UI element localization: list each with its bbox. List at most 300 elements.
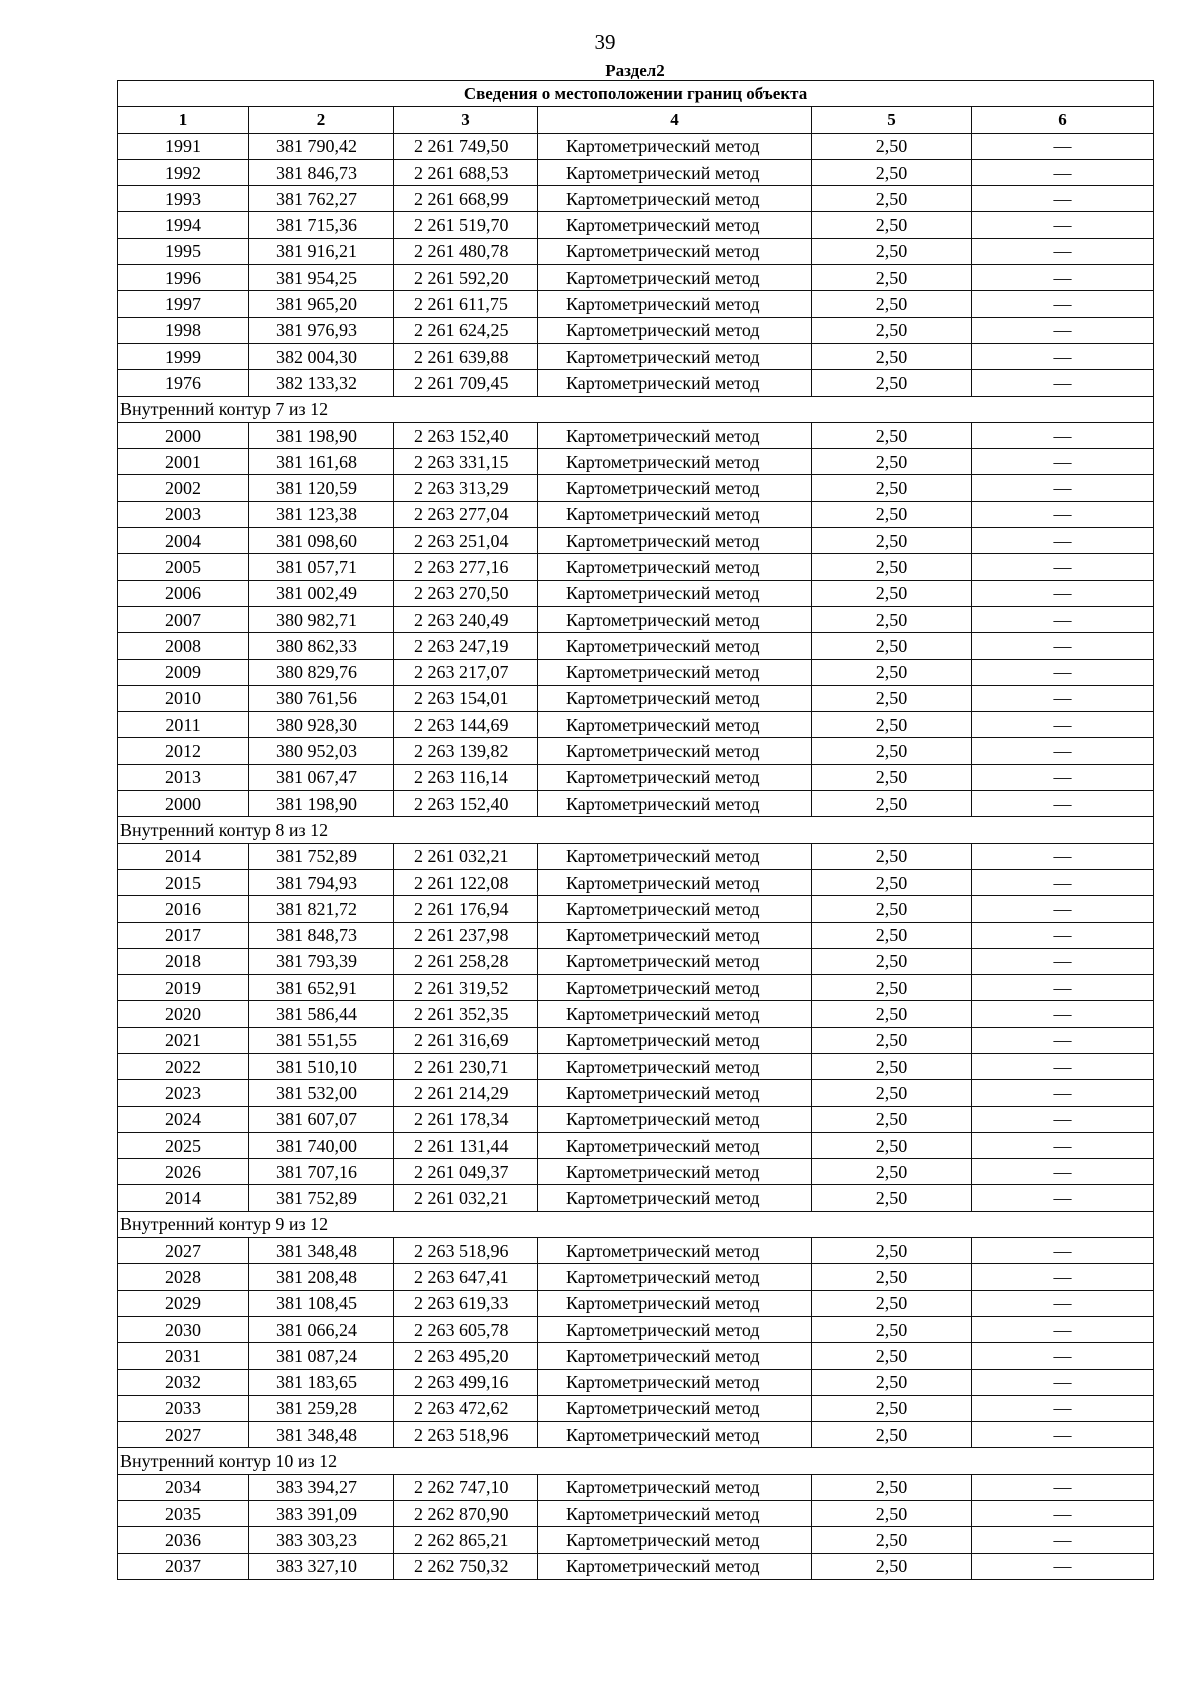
- table-cell: Картометрический метод: [538, 896, 812, 922]
- table-cell: 2,50: [812, 948, 972, 974]
- table-cell: 381 790,42: [249, 133, 394, 159]
- table-cell: 2014: [118, 843, 249, 869]
- table-cell: 1998: [118, 317, 249, 343]
- table-cell: 381 752,89: [249, 1185, 394, 1211]
- table-cell: —: [972, 475, 1154, 501]
- table-cell: 2015: [118, 869, 249, 895]
- table-cell: 2,50: [812, 606, 972, 632]
- column-header-row: [118, 107, 1154, 133]
- table-row: [118, 712, 1154, 738]
- table-row: [118, 764, 1154, 790]
- table-row: [118, 370, 1154, 396]
- table-cell: 2,50: [812, 370, 972, 396]
- table-cell: 2,50: [812, 1369, 972, 1395]
- table-cell: 2 261 592,20: [394, 265, 538, 291]
- table-cell: —: [972, 1159, 1154, 1185]
- table-cell: —: [972, 1264, 1154, 1290]
- table-cell: Картометрический метод: [538, 1369, 812, 1395]
- table-cell: —: [972, 370, 1154, 396]
- table-row: [118, 1238, 1154, 1264]
- table-row: [118, 186, 1154, 212]
- table-cell: 2,50: [812, 738, 972, 764]
- column-header: 5: [812, 107, 972, 133]
- table-cell: —: [972, 685, 1154, 711]
- table-row: [118, 133, 1154, 159]
- column-header: 2: [249, 107, 394, 133]
- table-cell: Картометрический метод: [538, 1132, 812, 1158]
- table-cell: 381 198,90: [249, 422, 394, 448]
- table-cell: Картометрический метод: [538, 764, 812, 790]
- table-cell: 2036: [118, 1527, 249, 1553]
- column-header: 1: [118, 107, 249, 133]
- table-row: [118, 1501, 1154, 1527]
- table-cell: —: [972, 1527, 1154, 1553]
- table-cell: Картометрический метод: [538, 975, 812, 1001]
- table-cell: Картометрический метод: [538, 554, 812, 580]
- table-cell: 2 261 480,78: [394, 238, 538, 264]
- table-cell: —: [972, 1132, 1154, 1158]
- table-cell: 381 752,89: [249, 843, 394, 869]
- table-cell: Картометрический метод: [538, 186, 812, 212]
- table-cell: Картометрический метод: [538, 580, 812, 606]
- table-cell: 2007: [118, 606, 249, 632]
- table-cell: 2034: [118, 1474, 249, 1500]
- table-cell: Картометрический метод: [538, 317, 812, 343]
- table-cell: —: [972, 1316, 1154, 1342]
- table-cell: 2,50: [812, 1185, 972, 1211]
- column-header: 6: [972, 107, 1154, 133]
- table-cell: 2 263 277,16: [394, 554, 538, 580]
- table-cell: 2 261 709,45: [394, 370, 538, 396]
- table-cell: Картометрический метод: [538, 843, 812, 869]
- table-cell: 2019: [118, 975, 249, 1001]
- table-cell: 2 261 214,29: [394, 1080, 538, 1106]
- table-cell: 2,50: [812, 343, 972, 369]
- column-header: 3: [394, 107, 538, 133]
- table-cell: 2 261 519,70: [394, 212, 538, 238]
- table-cell: 381 067,47: [249, 764, 394, 790]
- table-cell: Картометрический метод: [538, 1395, 812, 1421]
- table-cell: Картометрический метод: [538, 1106, 812, 1132]
- table-cell: 2000: [118, 422, 249, 448]
- table-cell: 1994: [118, 212, 249, 238]
- table-row: [118, 343, 1154, 369]
- table-cell: 381 976,93: [249, 317, 394, 343]
- table-cell: 2 263 277,04: [394, 501, 538, 527]
- table-cell: 2,50: [812, 869, 972, 895]
- table-cell: 1997: [118, 291, 249, 317]
- table-cell: Картометрический метод: [538, 159, 812, 185]
- table-cell: 2 263 270,50: [394, 580, 538, 606]
- table-cell: Картометрический метод: [538, 738, 812, 764]
- table-cell: 2 263 472,62: [394, 1395, 538, 1421]
- table-cell: 2,50: [812, 1264, 972, 1290]
- table-cell: Картометрический метод: [538, 475, 812, 501]
- table-cell: —: [972, 1027, 1154, 1053]
- table-cell: 2 261 749,50: [394, 133, 538, 159]
- table-cell: 381 707,16: [249, 1159, 394, 1185]
- table-row: [118, 975, 1154, 1001]
- table-cell: 2,50: [812, 501, 972, 527]
- table-cell: —: [972, 449, 1154, 475]
- table-cell: 2,50: [812, 133, 972, 159]
- table-cell: —: [972, 843, 1154, 869]
- table-cell: —: [972, 712, 1154, 738]
- table-cell: 2026: [118, 1159, 249, 1185]
- table-cell: 381 607,07: [249, 1106, 394, 1132]
- table-cell: 380 982,71: [249, 606, 394, 632]
- table-row: [118, 212, 1154, 238]
- table-cell: 2 263 217,07: [394, 659, 538, 685]
- table-row: [118, 1422, 1154, 1448]
- table-row: [118, 1369, 1154, 1395]
- contour-label: Внутренний контур 7 из 12: [118, 396, 1154, 422]
- table-cell: 2,50: [812, 896, 972, 922]
- table-cell: 2 261 258,28: [394, 948, 538, 974]
- table-cell: 2,50: [812, 265, 972, 291]
- table-row: [118, 1553, 1154, 1579]
- table-cell: 2,50: [812, 291, 972, 317]
- table-cell: 2 261 611,75: [394, 291, 538, 317]
- table-cell: 2 261 122,08: [394, 869, 538, 895]
- table-row: [118, 948, 1154, 974]
- table-cell: 2,50: [812, 1316, 972, 1342]
- table-cell: 2 263 619,33: [394, 1290, 538, 1316]
- table-cell: 2011: [118, 712, 249, 738]
- table-cell: 2020: [118, 1001, 249, 1027]
- table-row: [118, 1106, 1154, 1132]
- table-cell: 2 261 230,71: [394, 1053, 538, 1079]
- table-row: [118, 896, 1154, 922]
- table-cell: 2 261 032,21: [394, 843, 538, 869]
- table-cell: 2,50: [812, 1501, 972, 1527]
- contour-label: Внутренний контур 10 из 12: [118, 1448, 1154, 1474]
- table-cell: Картометрический метод: [538, 1053, 812, 1079]
- table-row: [118, 1290, 1154, 1316]
- table-cell: 1993: [118, 186, 249, 212]
- table-cell: 383 391,09: [249, 1501, 394, 1527]
- table-cell: —: [972, 1553, 1154, 1579]
- table-cell: 380 862,33: [249, 633, 394, 659]
- table-cell: 2 263 647,41: [394, 1264, 538, 1290]
- table-cell: Картометрический метод: [538, 869, 812, 895]
- table-cell: —: [972, 1290, 1154, 1316]
- table-cell: 2032: [118, 1369, 249, 1395]
- table-cell: 2014: [118, 1185, 249, 1211]
- table-cell: 381 954,25: [249, 265, 394, 291]
- table-cell: Картометрический метод: [538, 1343, 812, 1369]
- table-row: [118, 1343, 1154, 1369]
- table-row: [118, 1395, 1154, 1421]
- table-cell: 2 261 131,44: [394, 1132, 538, 1158]
- table-cell: 2 263 152,40: [394, 791, 538, 817]
- table-cell: 2005: [118, 554, 249, 580]
- table-cell: —: [972, 501, 1154, 527]
- table-cell: 381 762,27: [249, 186, 394, 212]
- table-cell: 2 263 495,20: [394, 1343, 538, 1369]
- table-cell: 381 740,00: [249, 1132, 394, 1158]
- table-cell: 381 551,55: [249, 1027, 394, 1053]
- table-cell: 2 261 049,37: [394, 1159, 538, 1185]
- table-cell: —: [972, 554, 1154, 580]
- table-cell: —: [972, 1501, 1154, 1527]
- table-cell: 2,50: [812, 659, 972, 685]
- table-cell: 2033: [118, 1395, 249, 1421]
- table-cell: —: [972, 422, 1154, 448]
- contour-header-row: [118, 1211, 1154, 1237]
- table-cell: 2012: [118, 738, 249, 764]
- table-cell: 2008: [118, 633, 249, 659]
- table-cell: 382 133,32: [249, 370, 394, 396]
- table-row: [118, 633, 1154, 659]
- table-cell: 381 123,38: [249, 501, 394, 527]
- table-cell: 380 952,03: [249, 738, 394, 764]
- table-cell: 2 261 237,98: [394, 922, 538, 948]
- table-cell: —: [972, 159, 1154, 185]
- table-cell: —: [972, 1238, 1154, 1264]
- table-cell: —: [972, 1053, 1154, 1079]
- table-cell: Картометрический метод: [538, 1527, 812, 1553]
- table-cell: 1992: [118, 159, 249, 185]
- table-cell: 2010: [118, 685, 249, 711]
- table-row: [118, 554, 1154, 580]
- table-row: [118, 791, 1154, 817]
- table-cell: 381 066,24: [249, 1316, 394, 1342]
- table-cell: Картометрический метод: [538, 1290, 812, 1316]
- table-cell: 2023: [118, 1080, 249, 1106]
- table-cell: 1991: [118, 133, 249, 159]
- table-row: [118, 1001, 1154, 1027]
- table-cell: 2 263 518,96: [394, 1238, 538, 1264]
- table-cell: 2,50: [812, 1553, 972, 1579]
- table-cell: Картометрический метод: [538, 422, 812, 448]
- table-cell: —: [972, 1080, 1154, 1106]
- table-cell: —: [972, 764, 1154, 790]
- table-cell: Картометрический метод: [538, 133, 812, 159]
- table-cell: 2,50: [812, 764, 972, 790]
- table-row: [118, 291, 1154, 317]
- table-row: [118, 1027, 1154, 1053]
- table-cell: 2,50: [812, 1290, 972, 1316]
- table-cell: 2018: [118, 948, 249, 974]
- table-cell: 2,50: [812, 1395, 972, 1421]
- table-cell: 2 263 144,69: [394, 712, 538, 738]
- table-cell: —: [972, 1343, 1154, 1369]
- table-cell: Картометрический метод: [538, 528, 812, 554]
- table-row: [118, 1474, 1154, 1500]
- table-cell: 2 262 870,90: [394, 1501, 538, 1527]
- table-cell: 2,50: [812, 1106, 972, 1132]
- table-cell: 2024: [118, 1106, 249, 1132]
- table-cell: Картометрический метод: [538, 1185, 812, 1211]
- table-cell: —: [972, 1001, 1154, 1027]
- table-cell: Картометрический метод: [538, 633, 812, 659]
- table-cell: 2022: [118, 1053, 249, 1079]
- table-cell: 2 262 747,10: [394, 1474, 538, 1500]
- table-cell: 2017: [118, 922, 249, 948]
- table-cell: 381 916,21: [249, 238, 394, 264]
- table-cell: 2013: [118, 764, 249, 790]
- table-cell: 381 652,91: [249, 975, 394, 1001]
- table-cell: 381 965,20: [249, 291, 394, 317]
- contour-label: Внутренний контур 9 из 12: [118, 1211, 1154, 1237]
- table-cell: 2,50: [812, 975, 972, 1001]
- table-cell: 381 532,00: [249, 1080, 394, 1106]
- table-cell: —: [972, 1422, 1154, 1448]
- table-cell: 2,50: [812, 1238, 972, 1264]
- table-row: [118, 1264, 1154, 1290]
- table-row: [118, 659, 1154, 685]
- table-cell: 2016: [118, 896, 249, 922]
- table-cell: 2,50: [812, 791, 972, 817]
- table-cell: 2 263 116,14: [394, 764, 538, 790]
- table-row: [118, 1159, 1154, 1185]
- table-cell: 2,50: [812, 238, 972, 264]
- table-cell: Картометрический метод: [538, 791, 812, 817]
- page-number: 39: [594, 30, 616, 54]
- table-cell: Картометрический метод: [538, 1001, 812, 1027]
- table-cell: Картометрический метод: [538, 370, 812, 396]
- table-cell: 2,50: [812, 1474, 972, 1500]
- table-cell: 2,50: [812, 449, 972, 475]
- table-cell: Картометрический метод: [538, 1027, 812, 1053]
- table-cell: 2,50: [812, 1080, 972, 1106]
- table-cell: 381 087,24: [249, 1343, 394, 1369]
- table-cell: 2,50: [812, 1159, 972, 1185]
- table-row: [118, 238, 1154, 264]
- table-cell: 380 829,76: [249, 659, 394, 685]
- table-cell: Картометрический метод: [538, 1316, 812, 1342]
- table-cell: —: [972, 580, 1154, 606]
- table-cell: —: [972, 659, 1154, 685]
- table-cell: 2000: [118, 791, 249, 817]
- table-cell: 2,50: [812, 1343, 972, 1369]
- table-cell: Картометрический метод: [538, 685, 812, 711]
- table-cell: 381 198,90: [249, 791, 394, 817]
- table-cell: 2,50: [812, 186, 972, 212]
- table-row: [118, 475, 1154, 501]
- table-row: [118, 738, 1154, 764]
- table-row: [118, 843, 1154, 869]
- table-row: [118, 528, 1154, 554]
- table-cell: 1996: [118, 265, 249, 291]
- table-cell: Картометрический метод: [538, 606, 812, 632]
- contour-label: Внутренний контур 8 из 12: [118, 817, 1154, 843]
- table-cell: 2 263 139,82: [394, 738, 538, 764]
- table-row: [118, 422, 1154, 448]
- table-cell: 2027: [118, 1422, 249, 1448]
- table-row: [118, 685, 1154, 711]
- table-cell: 381 348,48: [249, 1422, 394, 1448]
- table-cell: 2028: [118, 1264, 249, 1290]
- table-cell: Картометрический метод: [538, 1553, 812, 1579]
- table-cell: 2029: [118, 1290, 249, 1316]
- table-cell: —: [972, 606, 1154, 632]
- table-cell: Картометрический метод: [538, 238, 812, 264]
- table-cell: Картометрический метод: [538, 343, 812, 369]
- table-cell: 381 259,28: [249, 1395, 394, 1421]
- table-cell: 2 263 313,29: [394, 475, 538, 501]
- table-row: [118, 1185, 1154, 1211]
- table-cell: 383 394,27: [249, 1474, 394, 1500]
- table-cell: —: [972, 265, 1154, 291]
- table-cell: —: [972, 1474, 1154, 1500]
- table-cell: 2,50: [812, 1422, 972, 1448]
- table-cell: Картометрический метод: [538, 212, 812, 238]
- table-cell: 2002: [118, 475, 249, 501]
- table-row: [118, 501, 1154, 527]
- table-cell: 2 263 154,01: [394, 685, 538, 711]
- table-cell: 2 263 605,78: [394, 1316, 538, 1342]
- table-row: [118, 922, 1154, 948]
- table-cell: 2 261 176,94: [394, 896, 538, 922]
- table-cell: 2027: [118, 1238, 249, 1264]
- table-cell: 2,50: [812, 580, 972, 606]
- table-cell: 381 715,36: [249, 212, 394, 238]
- table-cell: 381 848,73: [249, 922, 394, 948]
- table-cell: 2,50: [812, 475, 972, 501]
- boundary-coordinates-table: [117, 80, 1154, 1580]
- table-cell: —: [972, 791, 1154, 817]
- table-row: [118, 869, 1154, 895]
- table-cell: 2037: [118, 1553, 249, 1579]
- table-cell: 381 208,48: [249, 1264, 394, 1290]
- table-body: [118, 133, 1154, 1579]
- table-cell: 2 261 639,88: [394, 343, 538, 369]
- table-cell: 2,50: [812, 422, 972, 448]
- table-cell: 2 262 750,32: [394, 1553, 538, 1579]
- table-cell: 383 327,10: [249, 1553, 394, 1579]
- table-cell: 381 510,10: [249, 1053, 394, 1079]
- table-cell: Картометрический метод: [538, 1422, 812, 1448]
- table-row: [118, 449, 1154, 475]
- table-cell: 2001: [118, 449, 249, 475]
- table-cell: 381 120,59: [249, 475, 394, 501]
- table-cell: 1999: [118, 343, 249, 369]
- table-cell: 1976: [118, 370, 249, 396]
- table-cell: —: [972, 1395, 1154, 1421]
- table-cell: 2,50: [812, 1527, 972, 1553]
- table-cell: Картометрический метод: [538, 449, 812, 475]
- table-cell: 381 794,93: [249, 869, 394, 895]
- table-cell: 381 098,60: [249, 528, 394, 554]
- table-cell: Картометрический метод: [538, 1501, 812, 1527]
- table-cell: Картометрический метод: [538, 1080, 812, 1106]
- table-cell: Картометрический метод: [538, 1264, 812, 1290]
- table-cell: 2,50: [812, 528, 972, 554]
- table-cell: 2025: [118, 1132, 249, 1158]
- table-cell: 2003: [118, 501, 249, 527]
- contour-header-row: [118, 817, 1154, 843]
- table-cell: 380 928,30: [249, 712, 394, 738]
- table-row: [118, 1527, 1154, 1553]
- table-row: [118, 606, 1154, 632]
- table-cell: 2,50: [812, 1053, 972, 1079]
- table-cell: —: [972, 528, 1154, 554]
- table-cell: Картометрический метод: [538, 501, 812, 527]
- table-cell: 2 262 865,21: [394, 1527, 538, 1553]
- table-row: [118, 1316, 1154, 1342]
- table-cell: 381 586,44: [249, 1001, 394, 1027]
- table-cell: 2035: [118, 1501, 249, 1527]
- table-cell: 381 057,71: [249, 554, 394, 580]
- table-row: [118, 265, 1154, 291]
- table-cell: 2 261 319,52: [394, 975, 538, 1001]
- table-cell: 2,50: [812, 712, 972, 738]
- table-row: [118, 1080, 1154, 1106]
- table-cell: Картометрический метод: [538, 922, 812, 948]
- table-cell: 2,50: [812, 1001, 972, 1027]
